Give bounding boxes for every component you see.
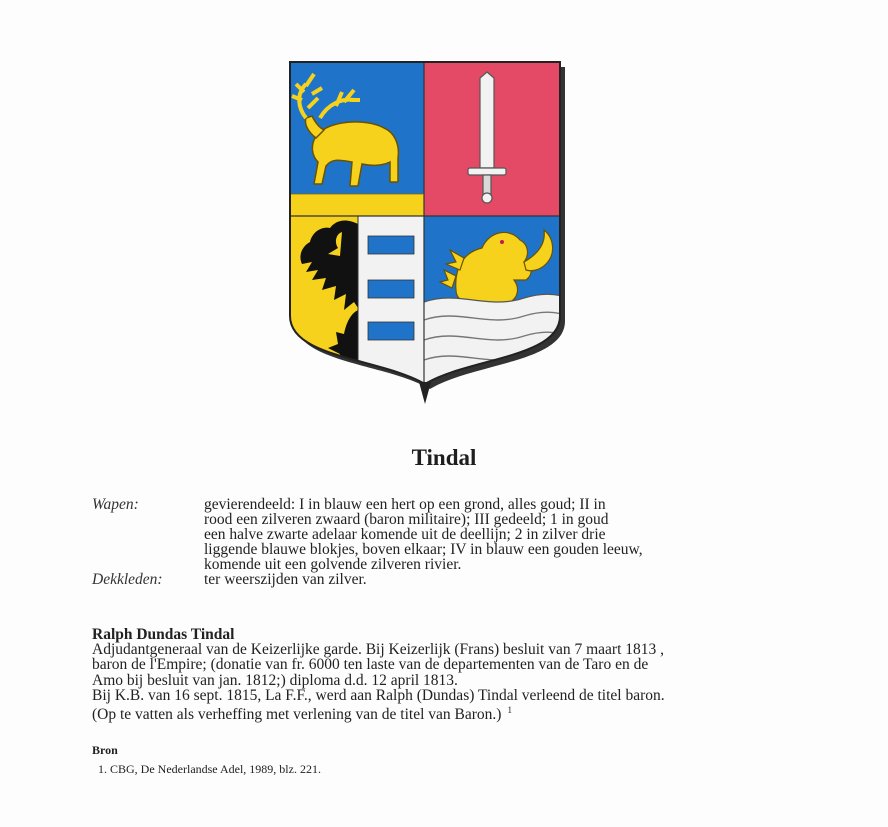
blue-block-2 — [368, 280, 414, 298]
source-item: 1. CBG, De Nederlandse Adel, 1989, blz. 221. — [98, 762, 321, 776]
person-line: baron de l'Empire; (donatie van fr. 6000 ten laste van de departementen van de Taro en de — [92, 656, 649, 674]
blazon-line: gevierendeeld: I in blauw een hert op een grond, alles goud; II in — [204, 496, 606, 513]
blue-block-3 — [368, 322, 414, 340]
blazon-line: ter weerszijden van zilver. — [204, 571, 367, 588]
blazon-row-wapen — [92, 497, 792, 572]
coat-of-arms — [288, 58, 568, 408]
coat-of-arms-shield-graphic — [288, 58, 568, 408]
blue-block-1 — [368, 236, 414, 254]
blazon-label: Wapen: — [92, 496, 139, 513]
person-line: Amo bij besluit van jan. 1812;) diploma d.d. 12 april 1813. — [92, 671, 458, 689]
blazon-line: komende uit een golvende zilveren rivier. — [204, 556, 462, 573]
blazon-row-dekkleden — [92, 572, 792, 587]
source-section — [92, 743, 692, 777]
person-line-text: (Op te vatten als verheffing met verlening van de titel van Baron.) — [92, 706, 502, 724]
source-heading: Bron — [92, 743, 118, 757]
family-title: Tindal — [411, 445, 477, 470]
person-section — [92, 627, 852, 722]
person-name: Ralph Dundas Tindal — [92, 626, 235, 643]
blazon-line: liggende blauwe blokjes, boven elkaar; IV in blauw een gouden leeuw, — [204, 541, 643, 558]
person-line — [92, 703, 852, 722]
blazon-text — [204, 497, 792, 572]
blazon-section — [92, 497, 792, 587]
blazon-line: een halve zwarte adelaar komende uit de deellijn; 2 in zilver drie — [204, 526, 606, 543]
blazon-text — [204, 572, 792, 587]
person-line: Adjudantgeneraal van de Keizerlijke garde. Bij Keizerlijk (Frans) besluit van 7 maart 1813 , — [92, 641, 665, 659]
blazon-label: Dekkleden: — [92, 571, 163, 588]
blazon-line: rood een zilveren zwaard (baron militaire); III gedeeld; 1 in goud — [204, 511, 609, 528]
quarter-2 — [424, 58, 568, 216]
footnote-reference[interactable]: 1 — [507, 705, 512, 716]
person-line: Bij K.B. van 16 sept. 1815, La F.F., werd aan Ralph (Dundas) Tindal verleend de titel baron. — [92, 686, 665, 704]
